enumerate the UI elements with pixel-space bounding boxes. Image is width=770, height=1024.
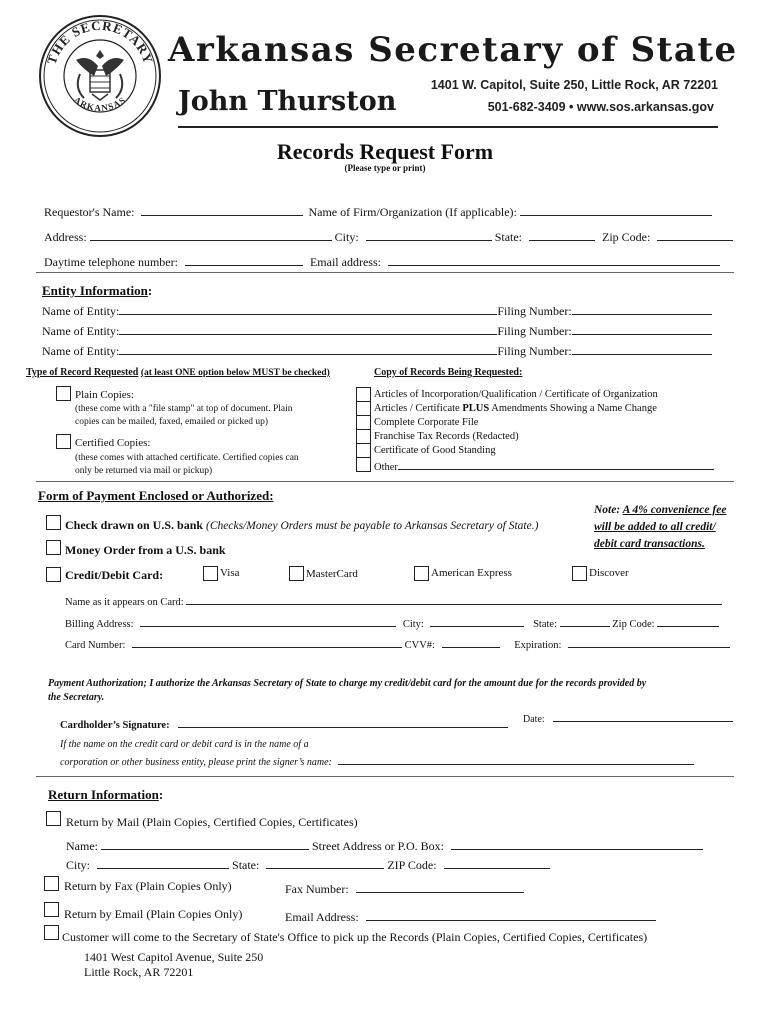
return-zip-field[interactable]: [444, 856, 550, 869]
pickup-label: Customer will come to the Secretary of State's Office to pick up the Records (Plain Copies, Certified Copies, Certificates): [62, 930, 648, 944]
zip-field[interactable]: [657, 228, 733, 241]
header-rule: [178, 126, 718, 128]
plain-copies-checkbox[interactable]: [56, 386, 71, 401]
name-on-card-label: Name as it appears on Card:: [65, 597, 184, 608]
city-field[interactable]: [366, 228, 492, 241]
name-on-card-field[interactable]: [186, 594, 722, 605]
entity-name-field[interactable]: [119, 342, 497, 355]
money-order-label: Money Order from a U.S. bank: [65, 543, 226, 557]
billing-zip-label: Zip Code:: [612, 619, 655, 630]
authorization-line-1: Payment Authorization; I authorize the Arkansas Secretary of State to charge my credit/debit card for the amount due for the records provided by: [48, 678, 647, 689]
return-fax-label: Return by Fax (Plain Copies Only): [64, 879, 232, 893]
requestor-name-row: [44, 203, 712, 220]
state-label: State:: [494, 230, 523, 244]
signature-row: [60, 717, 508, 731]
articles-label: Articles of Incorporation/Qualification / Certificate of Organization: [374, 389, 658, 400]
certified-copies-checkbox[interactable]: [56, 434, 71, 449]
corporate-file-label: Complete Corporate File: [374, 417, 479, 428]
record-type-heading-note: (at least ONE option below MUST be checked): [140, 368, 330, 378]
divider: [36, 272, 734, 273]
corporate-file-checkbox[interactable]: [356, 415, 371, 430]
office-contact: 501-682-3409 • www.sos.arkansas.gov: [487, 100, 714, 114]
check-note: (Checks/Money Orders must be payable to Arkansas Secretary of State.): [206, 520, 539, 532]
return-city-row: [66, 856, 550, 873]
expiration-field[interactable]: [568, 637, 730, 648]
billing-state-field[interactable]: [560, 616, 610, 627]
money-order-checkbox[interactable]: [46, 540, 61, 555]
amendments-label-pre: Articles / Certificate: [374, 403, 463, 414]
cvv-field[interactable]: [442, 637, 500, 648]
return-mail-label: Return by Mail (Plain Copies, Certified Copies, Certificates): [66, 815, 358, 829]
card-number-label: Card Number:: [65, 640, 126, 651]
firm-field[interactable]: [520, 203, 712, 216]
return-heading-text: Return Information: [48, 787, 159, 802]
divider: [36, 481, 734, 482]
visa-checkbox[interactable]: [203, 566, 218, 581]
mastercard-label: MasterCard: [306, 568, 358, 580]
check-checkbox[interactable]: [46, 515, 61, 530]
signer-name-field[interactable]: [338, 754, 694, 765]
record-type-heading-text: Type of Record Requested: [26, 367, 139, 378]
convenience-fee-note: [594, 502, 726, 553]
pickup-checkbox[interactable]: [44, 925, 59, 940]
return-email-label: Return by Email (Plain Copies Only): [64, 907, 243, 921]
fax-number-row: [285, 880, 524, 897]
entity-signer-note-2: corporation or other business entity, please print the signer’s name:: [60, 757, 332, 768]
entity-name-label: Name of Entity:: [42, 304, 120, 318]
mastercard-checkbox[interactable]: [289, 566, 304, 581]
entity-signer-note-2-row: [60, 754, 694, 768]
state-seal: [38, 14, 162, 138]
expiration-label: Expiration:: [514, 640, 562, 651]
other-row: [374, 459, 714, 473]
articles-checkbox[interactable]: [356, 387, 371, 402]
address-label: Address:: [44, 230, 87, 244]
state-field[interactable]: [529, 228, 595, 241]
note-line-2: will be added to all credit/: [594, 521, 716, 533]
return-street-field[interactable]: [451, 837, 703, 850]
plain-copies-label: Plain Copies:: [75, 389, 134, 401]
return-name-row: [66, 837, 703, 854]
note-line-1: A 4% convenience fee: [622, 504, 727, 516]
billing-city-field[interactable]: [430, 616, 524, 627]
filing-number-field[interactable]: [572, 322, 712, 335]
amendments-label: [374, 403, 657, 414]
return-heading-colon: :: [158, 787, 164, 802]
note-prefix: Note:: [594, 504, 623, 516]
billing-label: Billing Address:: [65, 619, 134, 630]
signature-field[interactable]: [178, 717, 508, 728]
seal-text-top: THE SECRETARY: [43, 17, 157, 67]
entity-row-3: [42, 342, 712, 359]
form-subtitle: (Please type or print): [344, 163, 426, 173]
card-number-field[interactable]: [132, 637, 402, 648]
office-address-line-2: Little Rock, AR 72201: [84, 965, 194, 979]
divider: [36, 776, 734, 777]
firm-label: Name of Firm/Organization (If applicable):: [308, 205, 517, 219]
form-title: Records Request Form: [276, 139, 494, 164]
entity-name-field[interactable]: [119, 302, 497, 315]
requestor-address-row: [44, 228, 733, 245]
amex-checkbox[interactable]: [414, 566, 429, 581]
return-fax-checkbox[interactable]: [44, 876, 59, 891]
return-street-label: Street Address or P.O. Box:: [312, 839, 444, 853]
seal-text-bottom: ARKANSAS: [72, 94, 128, 114]
record-type-heading: [26, 367, 330, 378]
franchise-tax-label: Franchise Tax Records (Redacted): [374, 431, 519, 442]
certified-copies-note-1: (these comes with attached certificate. Certified copies can: [75, 453, 299, 463]
amendments-checkbox[interactable]: [356, 401, 371, 416]
name-on-card-row: [65, 594, 722, 608]
return-heading: [48, 787, 163, 803]
entity-name-field[interactable]: [119, 322, 497, 335]
note-line-3: debit card transactions.: [594, 538, 705, 550]
filing-number-field[interactable]: [572, 302, 712, 315]
return-name-label: Name:: [66, 839, 98, 853]
email-field[interactable]: [388, 253, 720, 266]
return-state-field[interactable]: [266, 856, 384, 869]
payment-heading: Form of Payment Enclosed or Authorized:: [38, 488, 274, 503]
office-address: 1401 W. Capitol, Suite 250, Little Rock, AR 72201: [430, 78, 718, 92]
date-field[interactable]: [553, 711, 733, 722]
official-name: John Thurston: [178, 86, 397, 117]
franchise-tax-checkbox[interactable]: [356, 429, 371, 444]
return-name-field[interactable]: [101, 837, 309, 850]
card-checkbox[interactable]: [46, 567, 61, 582]
phone-label: Daytime telephone number:: [44, 255, 178, 269]
good-standing-checkbox[interactable]: [356, 443, 371, 458]
return-mail-checkbox[interactable]: [46, 811, 61, 826]
certified-copies-note-2: only be returned via mail or pickup): [75, 466, 213, 476]
filing-number-label: Filing Number:: [497, 324, 572, 338]
amendments-label-bold: PLUS: [462, 403, 490, 414]
address-field[interactable]: [90, 228, 332, 241]
copies-heading: Copy of Records Being Requested:: [374, 367, 523, 378]
return-city-field[interactable]: [97, 856, 229, 869]
zip-label: Zip Code:: [602, 230, 651, 244]
billing-row: [65, 616, 719, 630]
check-row: [65, 518, 538, 533]
fax-number-label: Fax Number:: [285, 882, 349, 896]
authorization-line-2: the Secretary.: [48, 692, 105, 703]
return-state-label: State:: [232, 858, 260, 872]
good-standing-label: Certificate of Good Standing: [374, 445, 496, 456]
return-email-address-label: Email Address:: [285, 910, 359, 924]
discover-checkbox[interactable]: [572, 566, 587, 581]
amendments-label-post: Amendments Showing a Name Change: [489, 403, 657, 414]
return-city-label: City:: [66, 858, 91, 872]
billing-city-label: City:: [402, 619, 424, 630]
billing-field[interactable]: [140, 616, 396, 627]
requestor-phone-row: [44, 253, 720, 270]
plain-copies-note-2: copies can be mailed, faxed, emailed or picked up): [75, 417, 269, 427]
discover-label: Discover: [589, 567, 629, 579]
filing-number-label: Filing Number:: [497, 344, 572, 358]
card-number-row: [65, 637, 730, 651]
entity-heading-text: Entity Information: [42, 283, 148, 298]
filing-number-field[interactable]: [572, 342, 712, 355]
requestor-name-label: Requestor's Name:: [44, 205, 135, 219]
requestor-name-field[interactable]: [141, 203, 303, 216]
date-row: [523, 711, 733, 725]
other-checkbox[interactable]: [356, 457, 371, 472]
plain-copies-note-1: (these come with a "file stamp" at top of document. Plain: [75, 404, 293, 414]
return-email-checkbox[interactable]: [44, 902, 59, 917]
visa-label: Visa: [220, 567, 240, 579]
email-address-row: [285, 908, 656, 925]
other-field[interactable]: [398, 459, 714, 470]
seal-icon: [38, 14, 162, 138]
city-label: City:: [334, 230, 359, 244]
entity-heading: [42, 283, 152, 299]
fax-number-field[interactable]: [356, 880, 524, 893]
signature-label: Cardholder’s Signature:: [60, 720, 170, 731]
billing-zip-field[interactable]: [657, 616, 719, 627]
email-label: Email address:: [309, 255, 381, 269]
billing-state-label: State:: [533, 619, 557, 630]
filing-number-label: Filing Number:: [497, 304, 572, 318]
entity-signer-note-1: If the name on the credit card or debit card is in the name of a: [60, 739, 309, 750]
office-title: Arkansas Secretary of State: [168, 30, 738, 70]
check-label: Check drawn on U.S. bank: [65, 518, 204, 532]
phone-field[interactable]: [185, 253, 303, 266]
office-address-line-1: 1401 West Capitol Avenue, Suite 250: [84, 950, 264, 964]
entity-name-label: Name of Entity:: [42, 324, 120, 338]
certified-copies-label: Certified Copies:: [75, 437, 151, 449]
entity-row-1: [42, 302, 712, 319]
amex-label: American Express: [431, 567, 512, 579]
entity-row-2: [42, 322, 712, 339]
svg-text:ARKANSAS: [72, 95, 128, 113]
card-label: Credit/Debit Card:: [65, 568, 164, 582]
entity-heading-colon: :: [147, 283, 153, 298]
cvv-label: CVV#:: [404, 640, 435, 651]
entity-name-label: Name of Entity:: [42, 344, 120, 358]
return-email-address-field[interactable]: [366, 908, 656, 921]
date-label: Date:: [523, 714, 545, 725]
other-label: Other: [374, 462, 398, 473]
return-zip-label: ZIP Code:: [387, 858, 437, 872]
